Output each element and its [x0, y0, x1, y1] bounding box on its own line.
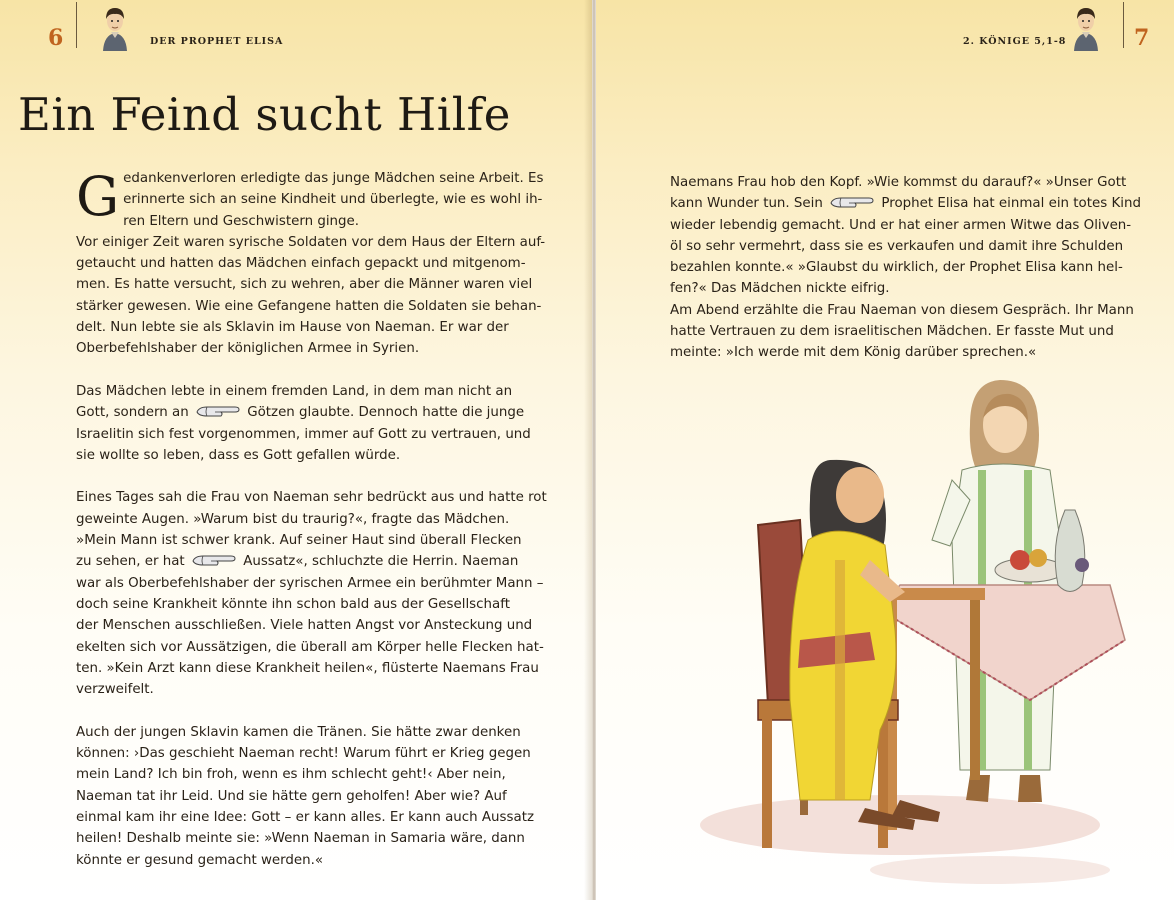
text-line: Naeman tat ihr Leid. Und sie hätte gern geholfen! Aber wie? Auf: [76, 788, 507, 804]
text-line: getaucht und hatten das Mädchen einfach gepackt und mitgenom-: [76, 256, 526, 272]
text-line: wieder lebendig gemacht. Und er hat einer armen Witwe das Oliven-: [670, 217, 1132, 233]
text-line: doch seine Krankheit könnte ihn schon bald aus der Gesellschaft: [76, 596, 510, 612]
text-line: könnte er gesund gemacht werden.«: [76, 852, 324, 868]
pointing-hand-icon[interactable]: [195, 403, 241, 419]
text-line: verzweifelt.: [76, 682, 154, 698]
text-line: ren Eltern und Geschwistern ginge.: [123, 213, 360, 229]
text-line: edankenverloren erledigte das junge Mädchen seine Arbeit. Es: [123, 171, 544, 186]
text-line: mein Land? Ich bin froh, wenn es ihm schlecht geht!‹ Aber nein,: [76, 767, 506, 783]
paragraph-3: [76, 487, 576, 700]
text-fragment: kann Wunder tun. Sein: [670, 196, 823, 212]
text-fragment: zu sehen, er hat: [76, 554, 185, 570]
text-line: war als Oberbefehlshaber der syrischen Armee ein berühmter Mann –: [76, 575, 544, 591]
text-line: [76, 402, 576, 423]
pointing-hand-icon[interactable]: [191, 552, 237, 568]
text-line: men. Es hatte versucht, sich zu wehren, aber die Männer waren viel: [76, 277, 533, 293]
text-line: Oberbefehlshaber der königlichen Armee in Syrien.: [76, 341, 420, 357]
story-illustration: [670, 370, 1170, 900]
paragraph-4: [76, 722, 576, 871]
page-title: Ein Feind sucht Hilfe: [18, 88, 511, 141]
text-fragment: Aussatz«, schluchzte die Herrin. Naeman: [243, 554, 519, 570]
text-line: der Menschen ausschließen. Viele hatten Angst vor Ansteckung und: [76, 618, 533, 634]
text-line: Am Abend erzählte die Frau Naeman von diesem Gespräch. Ihr Mann: [670, 302, 1134, 318]
text-line: öl so sehr vermehrt, dass sie es verkaufen und damit ihre Schulden: [670, 238, 1124, 254]
page-number-right: 7: [1134, 25, 1150, 51]
text-fragment: Götzen glaubte. Dennoch hatte die junge: [247, 405, 525, 421]
text-line: »Mein Mann ist schwer krank. Auf seiner Haut sind überall Flecken: [76, 533, 522, 549]
text-line: ekelten sich vor Aussätzigen, die überall am Körper helle Flecken hat-: [76, 639, 544, 655]
pointing-hand-icon[interactable]: [829, 194, 875, 210]
prophet-elisa-icon: [97, 3, 133, 51]
text-fragment: Prophet Elisa hat einmal ein totes Kind: [881, 196, 1141, 212]
text-line: können: ›Das geschieht Naeman recht! Warum führt er Krieg gegen: [76, 746, 531, 762]
running-head-left: DER PROPHET ELISA: [150, 36, 284, 47]
running-head-right: 2. KÖNIGE 5,1-8: [963, 36, 1067, 47]
text-line: heilen! Deshalb meinte sie: »Wenn Naeman in Samaria wäre, dann: [76, 831, 525, 847]
text-line: erinnerte sich an seine Kindheit und überlegte, wie es wohl ih-: [123, 192, 543, 208]
text-line: geweinte Augen. »Warum bist du traurig?«, fragte das Mädchen.: [76, 511, 510, 527]
paragraph-5: [670, 172, 1150, 364]
left-body-text: [76, 165, 576, 871]
text-line: meinte: »Ich werde mit dem König darüber sprechen.«: [670, 345, 1037, 361]
text-line: Naemans Frau hob den Kopf. »Wie kommst du darauf?« »Unser Gott: [670, 175, 1127, 190]
text-line: delt. Nun lebte sie als Sklavin im Hause von Naeman. Er war der: [76, 320, 509, 336]
text-line: fen?« Das Mädchen nickte eifrig.: [670, 281, 890, 297]
prophet-elisa-icon: [1068, 3, 1104, 51]
drop-cap: G: [76, 165, 120, 228]
text-line: Das Mädchen lebte in einem fremden Land, in dem man nicht an: [76, 383, 513, 399]
paragraph-1: [76, 165, 576, 360]
text-line: bezahlen konnte.« »Glaubst du wirklich, der Prophet Elisa kann hel-: [670, 260, 1123, 276]
text-line: [76, 551, 576, 572]
text-line: [670, 193, 1150, 214]
text-line: hatte Vertrauen zu dem israelitischen Mädchen. Er fasste Mut und: [670, 324, 1114, 340]
text-line: ten. »Kein Arzt kann diese Krankheit heilen«, flüsterte Naemans Frau: [76, 660, 539, 676]
text-line: sie wollte so leben, dass es Gott gefallen würde.: [76, 447, 401, 463]
text-line: Eines Tages sah die Frau von Naeman sehr bedrückt aus und hatte rot: [76, 490, 547, 506]
text-line: stärker gewesen. Wie eine Gefangene hatten die Soldaten sie behan-: [76, 298, 542, 314]
header-divider-left: [76, 2, 77, 48]
text-line: Vor einiger Zeit waren syrische Soldaten vor dem Haus der Eltern auf-: [76, 234, 546, 250]
text-fragment: Gott, sondern an: [76, 405, 189, 421]
header-divider-right: [1123, 2, 1124, 48]
text-line: einmal kam ihr eine Idee: Gott – er kann alles. Er kann auch Aussatz: [76, 809, 534, 825]
seated-woman: [790, 460, 940, 830]
right-body-text: [670, 172, 1150, 364]
page-number-left: 6: [48, 25, 64, 51]
paragraph-2: [76, 381, 576, 466]
text-line: Auch der jungen Sklavin kamen die Tränen. Sie hätte zwar denken: [76, 724, 521, 740]
text-line: Israelitin sich fest vorgenommen, immer auf Gott zu vertrauen, und: [76, 426, 531, 442]
